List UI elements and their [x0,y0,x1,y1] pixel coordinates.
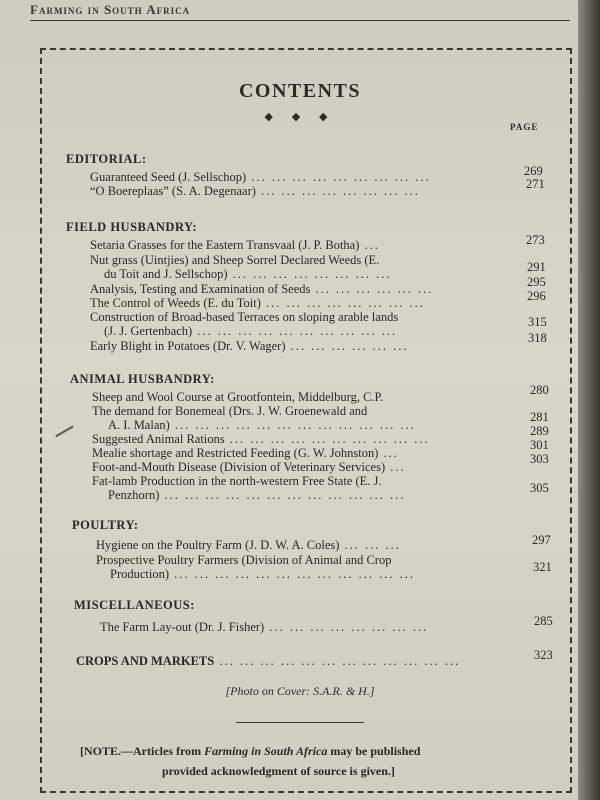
toc-entry-continuation: Production) ... ... ... ... ... ... ... ... ... ... ... ... [110,567,416,581]
toc-entry: Prospective Poultry Farmers (Division of Animal and Crop [96,553,392,567]
toc-entry-continuation: du Toit and J. Sellschop) ... ... ... ... ... ... ... ... [104,267,392,281]
toc-page-number: 305 [530,481,549,495]
toc-page-number: 315 [528,315,547,329]
toc-entry: Nut grass (Uintjies) and Sheep Sorrel Declared Weeds (E. [90,253,380,267]
toc-entry-continuation: (J. J. Gertenbach) ... ... ... ... ... ... ... ... ... ... [104,324,398,338]
toc-entry: The Control of Weeds (E. du Toit) ... ... ... ... ... ... ... ... [90,296,425,310]
page-column-label: PAGE [510,122,539,132]
toc-page-number: 291 [527,260,546,274]
toc-entry: Early Blight in Potatoes (Dr. V. Wager) ... ... ... ... ... ... [90,339,409,353]
toc-page-number: 269 [524,164,543,178]
toc-entry: Analysis, Testing and Examination of Seeds ... ... ... ... ... ... [90,282,434,296]
toc-page-number: 289 [530,424,549,438]
toc-entry: Setaria Grasses for the Eastern Transvaal (J. P. Botha) ... [90,238,380,252]
toc-page-number: 297 [532,533,551,547]
toc-page-number: 285 [534,614,553,628]
toc-entry: Suggested Animal Rations ... ... ... ... ... ... ... ... ... ... [92,432,430,446]
toc-page-number: 303 [530,452,549,466]
toc-entry: Foot-and-Mouth Disease (Division of Veterinary Services) ... [92,460,406,474]
toc-entry: Mealie shortage and Restricted Feeding (G. W. Johnston) ... [92,446,399,460]
section-heading-editorial: EDITORIAL: [66,152,147,166]
toc-page-number: 295 [527,275,546,289]
toc-entry: Construction of Broad-based Terraces on sloping arable lands [90,310,399,324]
section-heading-miscellaneous: MISCELLANEOUS: [74,598,195,612]
toc-entry-continuation: Penzhorn) ... ... ... ... ... ... ... ... ... ... ... ... [108,488,406,502]
toc-entry: “O Boereplaas” (S. A. Degenaar) ... ... ... ... ... ... ... ... [90,184,420,198]
toc-entry-continuation: A. I. Malan) ... ... ... ... ... ... ... ... ... ... ... ... [108,418,416,432]
cover-photo-credit: [Photo on Cover: S.A.R. & H.] [225,684,375,698]
section-heading-poultry: POULTRY: [72,518,139,532]
toc-entry: The demand for Bonemeal (Drs. J. W. Groenewald and [92,404,368,418]
toc-entry: Hygiene on the Poultry Farm (J. D. W. A. Coles) ... ... ... [96,538,401,552]
running-head: Farming in South Africa [30,2,191,17]
toc-page-number: 301 [530,438,549,452]
toc-page-number: 318 [528,331,547,345]
toc-entry: Guaranteed Seed (J. Sellschop) ... ... ... ... ... ... ... ... ... [90,170,431,184]
toc-entry: The Farm Lay-out (Dr. J. Fisher) ... ... ... ... ... ... ... ... [100,620,429,634]
separator-rule [236,722,364,723]
toc-page-number: 273 [526,233,545,247]
header-rule [30,20,570,21]
toc-entry-crops-and-markets: CROPS AND MARKETS ... ... ... ... ... ... ... ... ... ... ... ... [76,654,461,668]
toc-entry: Sheep and Wool Course at Grootfontein, Middelburg, C.P. [92,390,384,404]
reproduction-note: [NOTE.—Articles from Farming in South Africa may be published provided acknowledgment of source is given.] [80,744,421,778]
toc-page-number: 321 [533,560,552,574]
toc-page-number: 281 [530,410,549,424]
toc-page-number: 280 [530,383,549,397]
page-title: CONTENTS [238,80,362,102]
toc-page-number: 271 [526,177,545,191]
ornament-diamonds: ◆ ◆ ◆ [264,111,336,123]
toc-entry: Fat-lamb Production in the north-western Free State (E. J. [92,474,382,488]
toc-page-number: 323 [534,648,553,662]
toc-page-number: 296 [527,289,546,303]
section-heading-field-husbandry: FIELD HUSBANDRY: [66,220,198,234]
section-heading-animal-husbandry: ANIMAL HUSBANDRY: [70,372,215,386]
